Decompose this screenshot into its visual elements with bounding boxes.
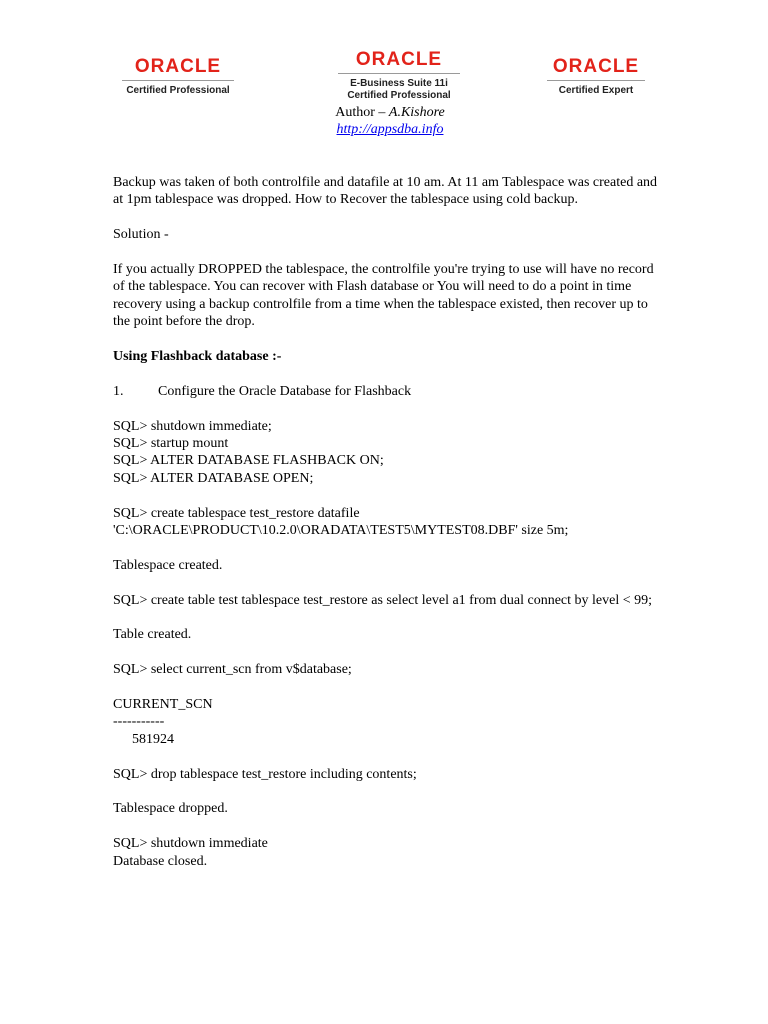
sql-line: SQL> create table test tablespace test_restore as select level a1 from dual connect by level < 99; xyxy=(113,592,653,608)
step-text: Configure the Oracle Database for Flashback xyxy=(158,383,412,399)
sql-line: SQL> startup mount xyxy=(113,436,229,452)
solution-label: Solution - xyxy=(113,227,169,243)
logo-subtitle-line2: Certified Professional xyxy=(347,90,451,101)
output-value: 581924 xyxy=(132,731,174,747)
author-block xyxy=(300,104,480,138)
solution-text: If you actually DROPPED the tablespace, the controlfile you're trying to use will have no record of the tablespace. You can recover with Flash database or You will need to do a point in time recovery using a backup controlfile from a time when the tablespace existed, then recover up to the point before the drop. xyxy=(113,262,654,330)
document-body xyxy=(113,174,658,870)
logo-divider xyxy=(122,80,234,81)
logo-divider xyxy=(547,80,645,81)
oracle-brand-text: ORACLE xyxy=(355,49,443,70)
oracle-ebs-certified-logo xyxy=(338,50,460,102)
section-heading: Using Flashback database :- xyxy=(113,349,282,365)
sql-line: SQL> select current_scn from v$database; xyxy=(113,662,352,678)
output-line: Table created. xyxy=(113,627,192,643)
sql-line: SQL> shutdown immediate xyxy=(113,836,268,852)
logo-subtitle: Certified Professional xyxy=(126,85,230,96)
author-website-link[interactable]: http://appsdba.info xyxy=(336,122,444,137)
logo-divider xyxy=(338,73,460,74)
output-line: Tablespace dropped. xyxy=(113,801,228,817)
output-line: Database closed. xyxy=(113,853,208,869)
output-header: CURRENT_SCN xyxy=(113,697,213,713)
step-item xyxy=(113,383,658,400)
sql-line: 'C:\ORACLE\PRODUCT\10.2.0\ORADATA\TEST5\MYTEST08.DBF' size 5m; xyxy=(113,523,569,539)
sql-line: SQL> ALTER DATABASE OPEN; xyxy=(113,470,314,486)
oracle-brand-text: ORACLE xyxy=(552,56,640,77)
sql-line: SQL> shutdown immediate; xyxy=(113,418,272,434)
step-number: 1. xyxy=(113,383,124,399)
oracle-certified-expert-logo xyxy=(547,57,645,97)
oracle-certified-professional-logo xyxy=(122,57,234,97)
oracle-brand-text: ORACLE xyxy=(134,56,222,77)
sql-line: SQL> drop tablespace test_restore including contents; xyxy=(113,766,417,782)
logo-subtitle-line1: E-Business Suite 11i xyxy=(350,78,448,89)
author-prefix: Author – xyxy=(335,105,389,120)
problem-statement: Backup was taken of both controlfile and datafile at 10 am. At 11 am Tablespace was created and at 1pm tablespace was dropped. How to Recover the tablespace using cold backup. xyxy=(113,175,658,208)
author-name: A.Kishore xyxy=(388,105,445,120)
sql-line: SQL> create tablespace test_restore datafile xyxy=(113,505,360,521)
sql-line: SQL> ALTER DATABASE FLASHBACK ON; xyxy=(113,453,384,469)
author-line xyxy=(300,104,480,121)
output-line: Tablespace created. xyxy=(113,557,223,573)
output-rule: ----------- xyxy=(113,714,165,730)
logo-subtitle: Certified Expert xyxy=(558,85,634,96)
